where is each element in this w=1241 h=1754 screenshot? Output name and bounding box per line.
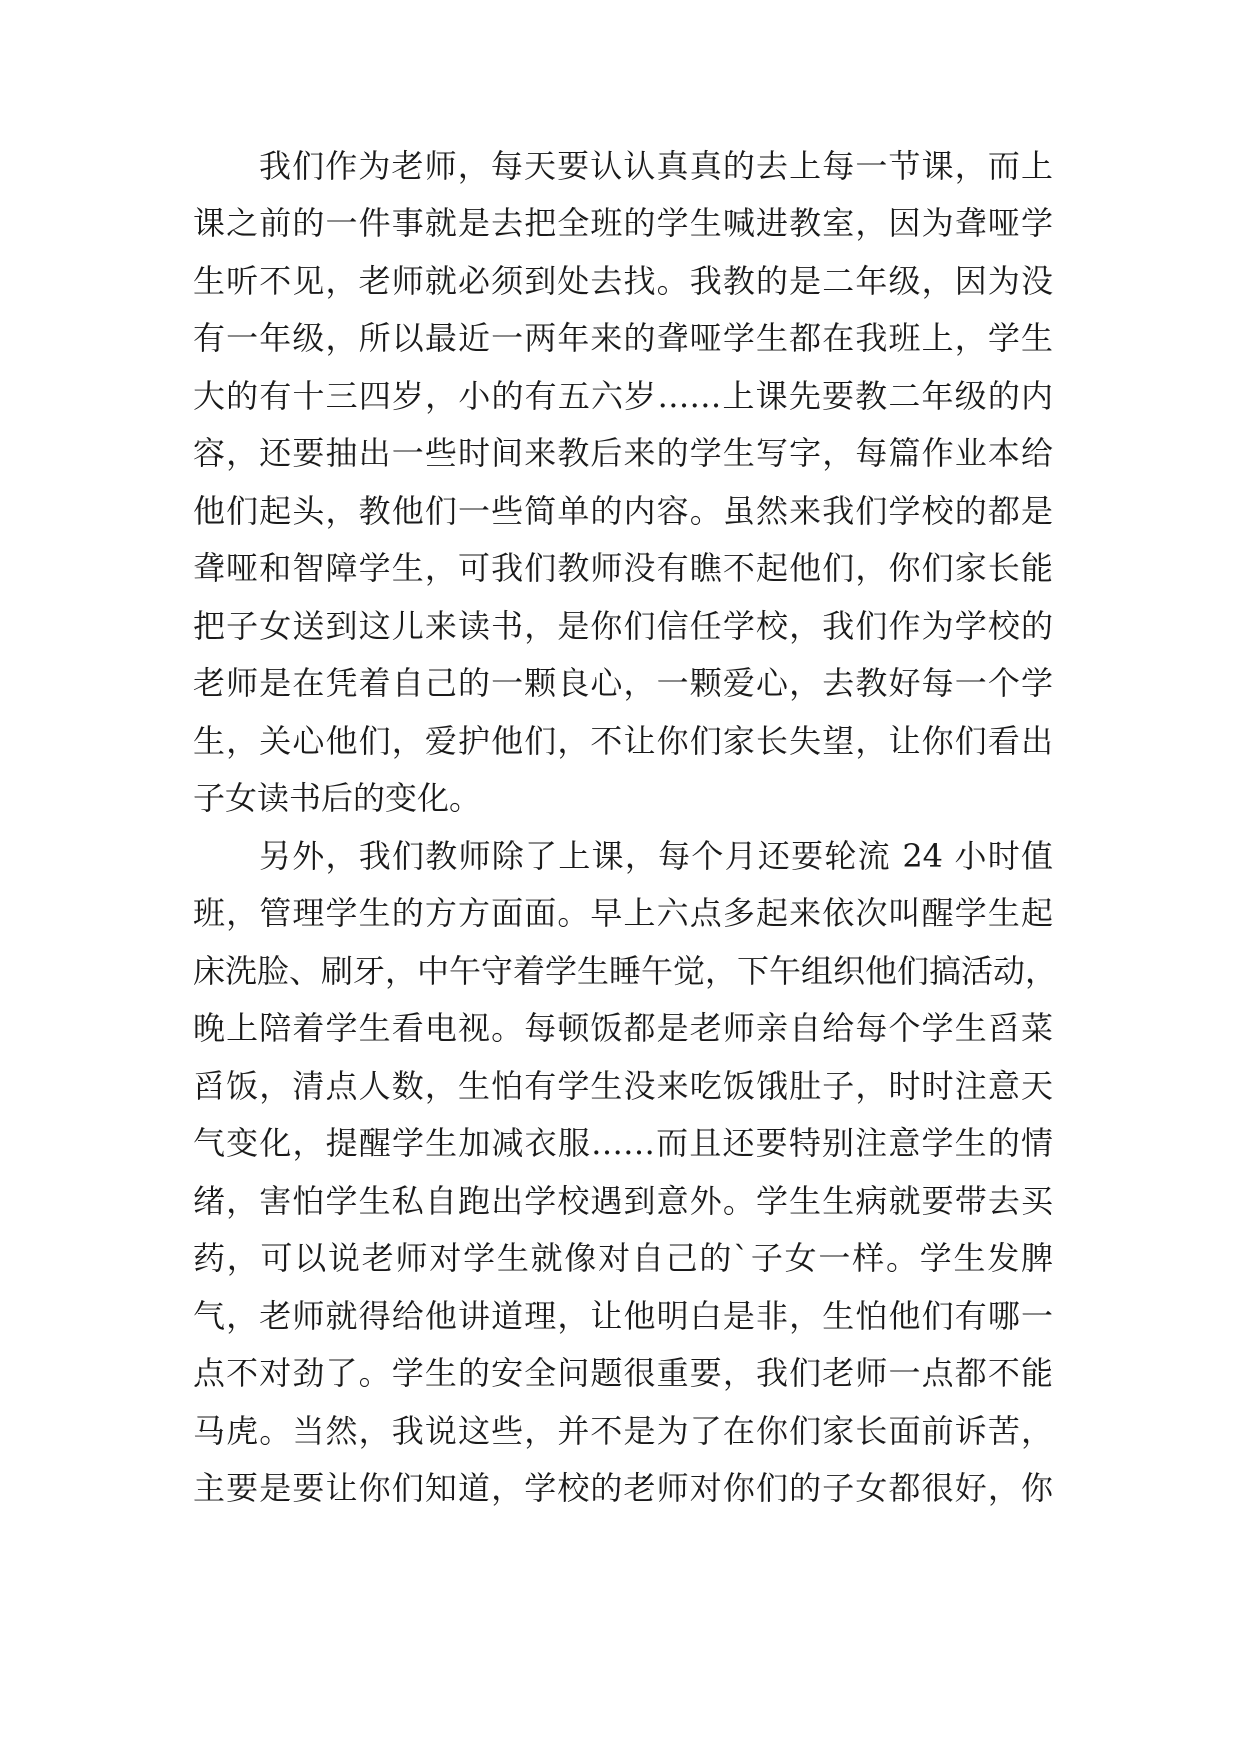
text-line: 药，可以说老师对学生就像对自己的`子女一样。学生发脾 — [193, 1239, 1053, 1277]
text-line: 班，管理学生的方方面面。早上六点多起来依次叫醒学生起 — [193, 894, 1053, 932]
text-line: 我们作为老师，每天要认认真真的去上每一节课，而上 — [259, 147, 1053, 185]
text-line: 子女读书后的变化。 — [193, 779, 482, 817]
text-line: 绪，害怕学生私自跑出学校遇到意外。学生生病就要带去买 — [193, 1182, 1053, 1220]
text-line: 气，老师就得给他讲道理，让他明白是非，生怕他们有哪一 — [193, 1297, 1053, 1335]
text-line: 点不对劲了。学生的安全问题很重要，我们老师一点都不能 — [193, 1354, 1053, 1392]
text-line: 老师是在凭着自己的一颗良心，一颗爱心，去教好每一个学 — [193, 664, 1053, 702]
text-line: 晚上陪着学生看电视。每顿饭都是老师亲自给每个学生舀菜 — [193, 1009, 1053, 1047]
text-line: 大的有十三四岁，小的有五六岁……上课先要教二年级的内 — [193, 377, 1053, 415]
text-line: 把子女送到这儿来读书，是你们信任学校，我们作为学校的 — [193, 607, 1053, 645]
text-line: 有一年级，所以最近一两年来的聋哑学生都在我班上，学生 — [193, 319, 1053, 357]
text-line: 容，还要抽出一些时间来教后来的学生写字，每篇作业本给 — [193, 434, 1053, 472]
text-line: 另外，我们教师除了上课，每个月还要轮流 24 小时值 — [259, 837, 1053, 875]
text-line: 课之前的一件事就是去把全班的学生喊进教室，因为聋哑学 — [193, 204, 1053, 242]
text-line: 聋哑和智障学生，可我们教师没有瞧不起他们，你们家长能 — [193, 549, 1053, 587]
text-line: 生听不见，老师就必须到处去找。我教的是二年级，因为没 — [193, 262, 1053, 300]
text-line: 主要是要让你们知道，学校的老师对你们的子女都很好，你 — [193, 1469, 1053, 1507]
text-line: 马虎。当然，我说这些，并不是为了在你们家长面前诉苦， — [193, 1412, 1053, 1450]
text-line: 他们起头，教他们一些简单的内容。虽然来我们学校的都是 — [193, 492, 1053, 530]
text-line: 气变化，提醒学生加减衣服……而且还要特别注意学生的情 — [193, 1124, 1053, 1162]
text-line: 舀饭，清点人数，生怕有学生没来吃饭饿肚子，时时注意天 — [193, 1067, 1053, 1105]
text-line: 生，关心他们，爱护他们，不让你们家长失望，让你们看出 — [193, 722, 1053, 760]
text-line: 床洗脸、刷牙，中午守着学生睡午觉，下午组织他们搞活动， — [193, 952, 1058, 990]
